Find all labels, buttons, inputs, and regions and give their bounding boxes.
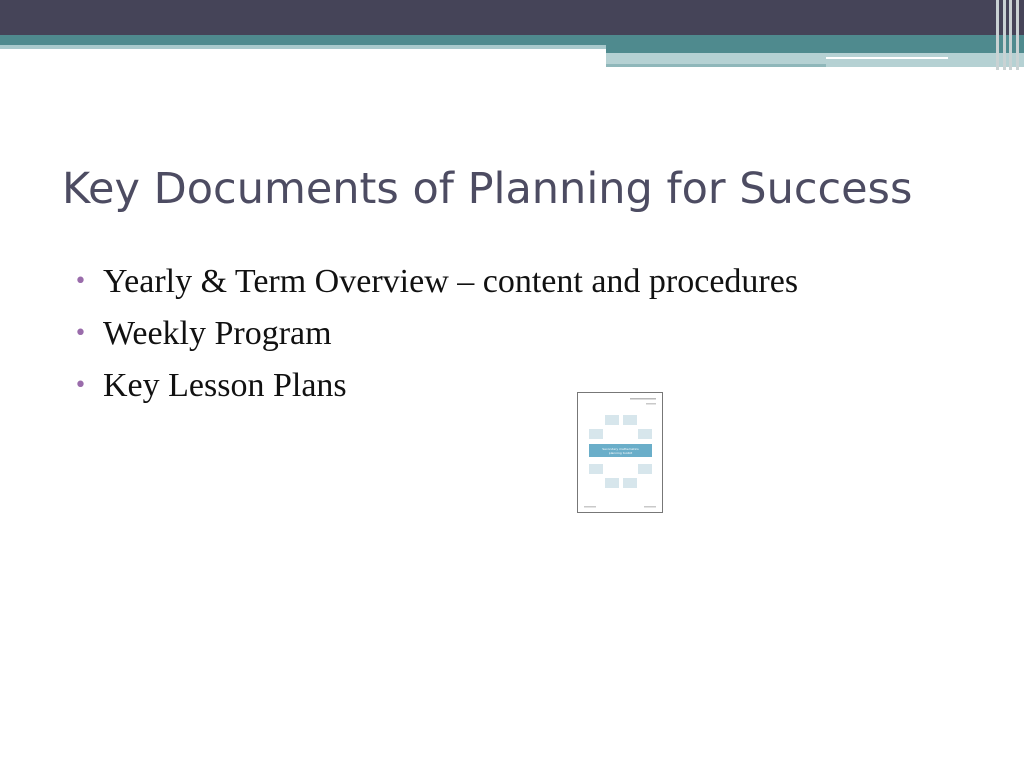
- header-band-teal-light: [0, 45, 606, 49]
- thumbnail-label-1: Secondary mathematics: [602, 447, 639, 451]
- header-band-teal: [0, 35, 1024, 45]
- slide-title: Key Documents of Planning for Success: [62, 164, 913, 214]
- bullet-dot: •: [74, 321, 87, 346]
- bullet-text: Weekly Program: [103, 315, 332, 352]
- bullet-list: [74, 258, 834, 414]
- header-band-dark: [0, 0, 1024, 35]
- header-band-divider-2: [606, 64, 826, 67]
- bullet-text: Yearly & Term Overview – content and procedures: [103, 263, 799, 300]
- header-right-stripes: [994, 0, 1024, 70]
- document-thumbnail: [577, 392, 663, 513]
- thumbnail-label-2: planning toolkit: [608, 451, 633, 455]
- bullet-item: [74, 362, 834, 410]
- bullet-dot: •: [74, 269, 87, 294]
- header-band-right: [606, 45, 1024, 53]
- header-band-divider: [826, 57, 948, 59]
- bullet-dot: •: [74, 373, 87, 398]
- bullet-item: [74, 310, 834, 358]
- bullet-text: Key Lesson Plans: [103, 367, 347, 404]
- document-thumbnail-graphic: [578, 393, 662, 512]
- bullet-item: [74, 258, 834, 306]
